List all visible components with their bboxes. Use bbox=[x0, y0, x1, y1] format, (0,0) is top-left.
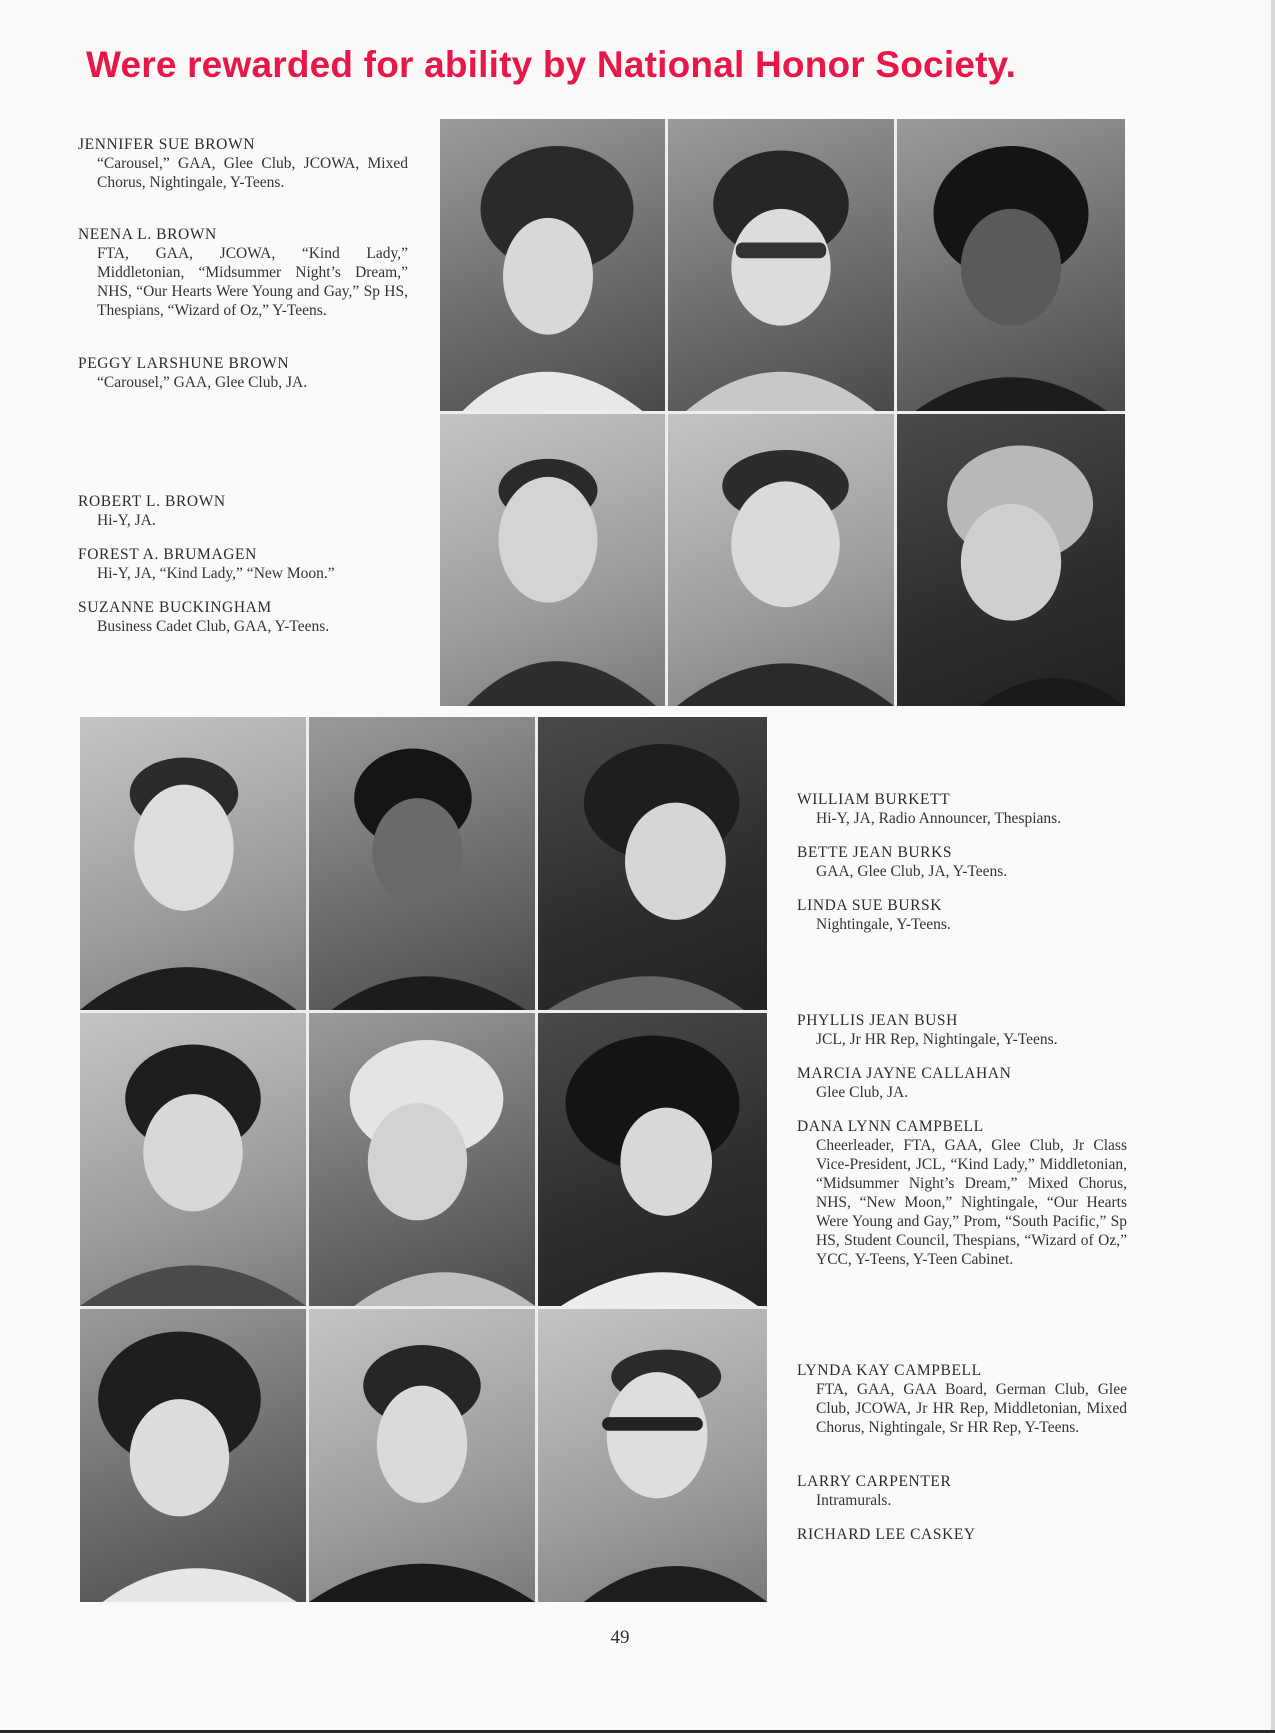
student-entry bbox=[78, 354, 408, 392]
student-entry bbox=[797, 1117, 1127, 1269]
student-activities: Cheerleader, FTA, GAA, Glee Club, Jr Class Vice-President, JCL, “Kind Lady,” Middletonian, “Midsummer Night’s Dream,” Mixed Chorus, NHS, “New Moon,” Nightingale, “Our Hearts Were Young and Gay,” Prom, “South Pacific,” Sp HS, Student Council, Thespians, “Wizard of Oz,” YCC, Y-Teens, Y-Teen Cabinet. bbox=[816, 1137, 1127, 1268]
page-edge bbox=[1271, 0, 1275, 1733]
portrait-photo bbox=[309, 1013, 535, 1306]
student-activities: Hi-Y, JA, “Kind Lady,” “New Moon.” bbox=[97, 565, 335, 582]
student-activities: “Carousel,” GAA, Glee Club, JA. bbox=[97, 374, 308, 391]
portrait-photo bbox=[538, 1309, 767, 1602]
student-entry bbox=[797, 1064, 1127, 1102]
student-name: NEENA L. BROWN bbox=[78, 226, 217, 243]
page-headline: Were rewarded for ability by National Honor Society. bbox=[86, 44, 1017, 85]
student-name: PHYLLIS JEAN BUSH bbox=[797, 1012, 958, 1029]
student-name: LINDA SUE BURSK bbox=[797, 897, 943, 914]
student-name: PEGGY LARSHUNE BROWN bbox=[78, 355, 290, 372]
student-entry bbox=[78, 135, 408, 192]
student-name: DANA LYNN CAMPBELL bbox=[797, 1118, 984, 1135]
student-entry bbox=[797, 1525, 1127, 1544]
student-name: JENNIFER SUE BROWN bbox=[78, 136, 256, 153]
portrait-photo bbox=[309, 1309, 535, 1602]
student-entry bbox=[797, 843, 1127, 881]
student-entry bbox=[797, 790, 1127, 828]
student-activities: Glee Club, JA. bbox=[816, 1084, 909, 1101]
student-entry bbox=[78, 492, 408, 530]
student-name: RICHARD LEE CASKEY bbox=[797, 1526, 976, 1543]
student-activities: FTA, GAA, GAA Board, German Club, Glee Club, JCOWA, Jr HR Rep, Middletonian, Mixed Chorus, Nightingale, Sr HR Rep, Y-Teens. bbox=[816, 1381, 1127, 1436]
portrait-photo bbox=[668, 119, 894, 411]
student-name: LARRY CARPENTER bbox=[797, 1473, 952, 1490]
portrait-photo bbox=[309, 717, 535, 1010]
student-entry bbox=[797, 1361, 1127, 1437]
portrait-photo bbox=[538, 717, 767, 1010]
student-activities: Hi-Y, JA. bbox=[97, 512, 156, 529]
student-entry bbox=[797, 896, 1127, 934]
portrait-photo bbox=[897, 414, 1125, 706]
student-activities: FTA, GAA, JCOWA, “Kind Lady,” Middletonian, “Midsummer Night’s Dream,” NHS, “Our Hearts Were Young and Gay,” Sp HS, Thespians, “Wizard of Oz,” Y-Teens. bbox=[97, 245, 408, 319]
student-activities: Business Cadet Club, GAA, Y-Teens. bbox=[97, 618, 330, 635]
portrait-photo bbox=[80, 717, 306, 1010]
student-activities: JCL, Jr HR Rep, Nightingale, Y-Teens. bbox=[816, 1031, 1058, 1048]
student-activities: “Carousel,” GAA, Glee Club, JCOWA, Mixed Chorus, Nightingale, Y-Teens. bbox=[97, 155, 408, 191]
portrait-photo bbox=[440, 414, 665, 706]
portrait-photo bbox=[897, 119, 1125, 411]
portrait-photo bbox=[668, 414, 894, 706]
student-entry bbox=[78, 225, 408, 320]
bottom-photo-grid bbox=[80, 717, 767, 1602]
student-name: SUZANNE BUCKINGHAM bbox=[78, 599, 272, 616]
student-name: BETTE JEAN BURKS bbox=[797, 844, 953, 861]
top-photo-grid bbox=[440, 119, 1125, 706]
student-activities: GAA, Glee Club, JA, Y-Teens. bbox=[816, 863, 1008, 880]
student-entry bbox=[797, 1011, 1127, 1049]
student-name: MARCIA JAYNE CALLAHAN bbox=[797, 1065, 1012, 1082]
portrait-photo bbox=[80, 1013, 306, 1306]
portrait-photo bbox=[440, 119, 665, 411]
student-activities: Nightingale, Y-Teens. bbox=[816, 916, 951, 933]
portrait-photo bbox=[538, 1013, 767, 1306]
student-entry bbox=[797, 1472, 1127, 1510]
student-activities: Intramurals. bbox=[816, 1492, 892, 1509]
student-entry bbox=[78, 598, 408, 636]
student-name: WILLIAM BURKETT bbox=[797, 791, 951, 808]
page-number: 49 bbox=[610, 1627, 630, 1648]
portrait-photo bbox=[80, 1309, 306, 1602]
student-activities: Hi-Y, JA, Radio Announcer, Thespians. bbox=[816, 810, 1062, 827]
student-entry bbox=[78, 545, 408, 583]
student-name: ROBERT L. BROWN bbox=[78, 493, 226, 510]
student-name: FOREST A. BRUMAGEN bbox=[78, 546, 257, 563]
student-name: LYNDA KAY CAMPBELL bbox=[797, 1362, 982, 1379]
